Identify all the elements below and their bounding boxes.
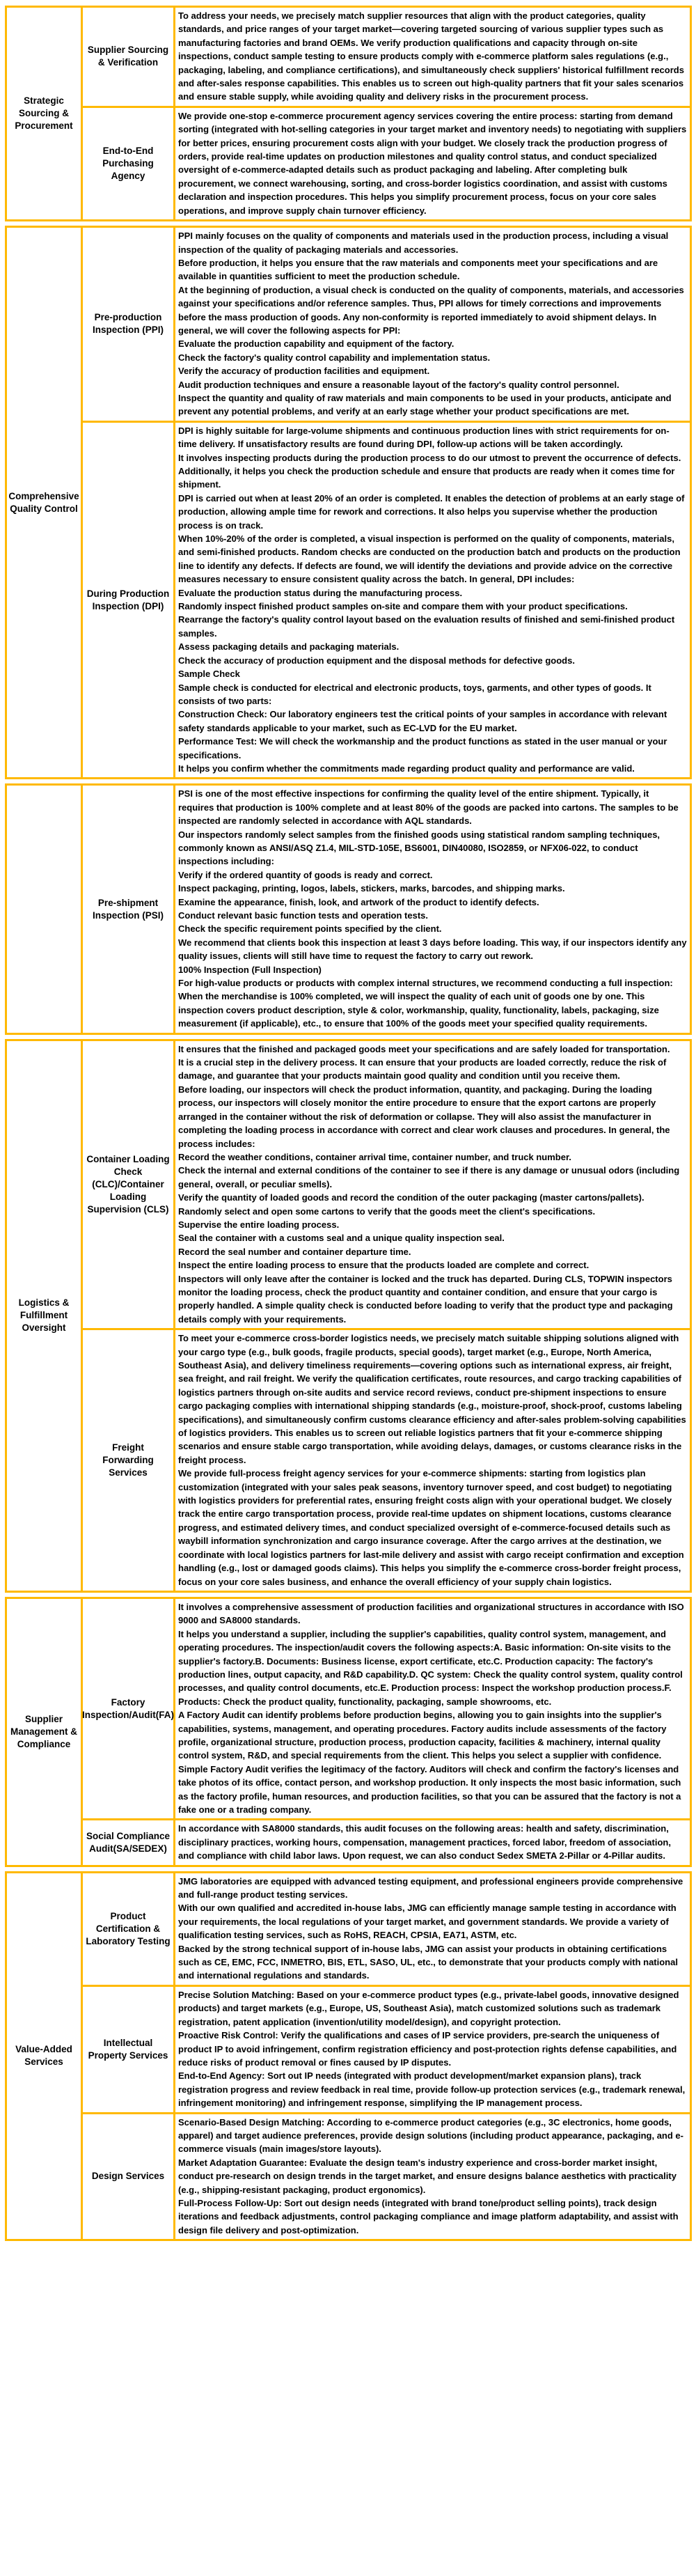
description-paragraph: Backed by the strong technical support of in-house labs, JMG can assist your products in obtaining certifications such as CE, EMC, FCC, INMETRO, BIS, ETL, SASO, UL, etc., to demonstrate that your products comply with national and international regulations and standards.	[178, 1943, 678, 1981]
category-cell: Strategic Sourcing & Procurement	[7, 8, 81, 219]
description-paragraph: Scenario-Based Design Matching: According to e-commerce product categories (e.g., 3C electronics, home goods, apparel) and target audience preferences, provide design solutions (including product appearance, packaging, and e-commerce visuals (main images/store layouts).	[178, 2116, 683, 2155]
description-paragraph: JMG laboratories are equipped with advanced testing equipment, and professional engineers provide comprehensive and full-range product testing services.	[178, 1875, 683, 1900]
description-paragraph: Before loading, our inspectors will check the product information, quantity, and packaging. During the loading process, our inspectors will closely monitor the entire procedure to ensure that the export cartons are properly arranged in the container without the risk of deformation or collapse. They will also assist the manufacturer in completing the loading process in accordance with correct and clear work clauses and procedures. In general, the process includes:	[178, 1084, 670, 1149]
description-paragraph: Inspect the entire loading process to ensure that the products loaded are complete and correct.	[178, 1260, 590, 1271]
service-name-cell: Freight Forwarding Services	[83, 1330, 173, 1591]
description-paragraph: It helps you understand a supplier, including the supplier's capabilities, quality control system, management, and operating procedures. The inspection/audit covers the following aspects:A. Basic information: On-site visits to the supplier's factory.B. Documents: Business license, export certificate, etc.C. Production capacity: The factory's production lines, output capacity, and R&D capability.D. QC system: Check the quality control system, quality control processes, and quality control documents, etc.E. Production process: Inspect the workshop production process.F. Products: Check the product quality, functionality, packaging, sample showrooms, etc.	[178, 1628, 683, 1707]
category-cell: Comprehensive Quality Control	[7, 228, 81, 777]
description-paragraph: Randomly inspect finished product samples on-site and compare them with your product specifications.	[178, 601, 628, 612]
description-paragraph: Verify the accuracy of production facilities and equipment.	[178, 366, 430, 377]
description-paragraph: Full-Process Follow-Up: Sort out design needs (integrated with brand tone/product selling points), track design iterations and feedback adjustments, control packaging compliance and image platform adaptability, and assist with design file delivery and post-optimization.	[178, 2197, 679, 2235]
description-paragraph: Record the weather conditions, container arrival time, container number, and truck number.	[178, 1151, 571, 1162]
description-paragraph: Check the accuracy of production equipment and the disposal methods for defective goods.	[178, 655, 575, 666]
description-paragraph: Supervise the entire loading process.	[178, 1219, 340, 1230]
description-paragraph: Simple Factory Audit verifies the legitimacy of the factory. Auditors will check and confirm the factory's licenses and take photos of its office, contact person, and workshop production. It only inspects the most basic information, such as the factory profile, human resources, and production facilities, so that you can be assured that the factory is not a fake one or a trading company.	[178, 1763, 681, 1815]
service-description-cell	[175, 1987, 690, 2112]
description-paragraph: Market Adaptation Guarantee: Evaluate the design team's industry experience and cross-border market insight, conduct pre-research on design trends in the target market, and ensure designs balance aesthetics with practicality (e.g., shipping-resistant packaging, product ergonomics).	[178, 2157, 677, 2195]
service-description-cell	[175, 108, 690, 219]
description-paragraph: DPI is highly suitable for large-volume shipments and continuous production lines with strict requirements for on-time delivery. If unsatisfactory results are found during DPI, follow-up actions will be taken accordingly.	[178, 425, 670, 450]
description-paragraph: Evaluate the production capability and equipment of the factory.	[178, 338, 454, 350]
description-paragraph: Randomly select and open some cartons to verify that the goods meet the client's specifications.	[178, 1205, 596, 1217]
description-paragraph: It ensures that the finished and packaged goods meet your specifications and are safely loaded for transportation.	[178, 1043, 670, 1054]
description-paragraph: Precise Solution Matching: Based on your e-commerce product types (e.g., private-label goods, innovative designed products) and target markets (e.g., Europe, US, Southeast Asia), match customized solutions such as trademark registration, patent application (invention/utility model/design), and copyright protection.	[178, 1989, 679, 2027]
service-section	[5, 1871, 692, 2242]
description-paragraph: It involves inspecting products during the production process to do our utmost to prevent the occurrence of defects. Additionally, it helps you check the production schedule and ensure that products are ready when it comes time for shipment.	[178, 452, 681, 490]
description-paragraph: Construction Check: Our laboratory engineers test the critical points of your samples in accordance with relevant safety standards applicable to your market, such as EC-LVD for the EU market.	[178, 709, 667, 733]
service-name-cell: Pre-production Inspection (PPI)	[83, 228, 173, 421]
description-paragraph: A Factory Audit can identify problems before production begins, allowing you to gain insights into the supplier's capabilities, systems, management, and operating procedures. Factory audits include assessments of the factory profile, organizational structure, production process, production capacity, facilities & machinery, internal quality control system, R&D, and special requirements from the client. This helps you select a supplier with confidence.	[178, 1710, 667, 1761]
description-paragraph: We provide one-stop e-commerce procurement agency services covering the entire process: starting from demand sorting (integrated with hot-selling categories in your target market and inventory needs) to negotiating with suppliers for better prices, ensuring procurement costs align with your budget. We closely track the production progress of orders, provide real-time updates on production milestones and quality control status, and conduct specialized oversight of e-commerce-adapted details such as product packaging and labeling. After completing bulk procurement, we connect warehousing, sorting, and cross-border logistics coordination, and assist with customs declaration and inspection procedures. This helps you simplify procurement process, focus on your core sales operations, and improve supply chain turnover efficiency.	[178, 110, 687, 216]
description-paragraph: When 10%-20% of the order is completed, a visual inspection is performed on the quality of components, materials, and semi-finished products. Random checks are conducted on the production batch and products on the production line to identify any defects. If defects are found, we will identify the deviations and provide advice on the corrective measures necessary to ensure consistent quality across the batch. In general, DPI includes:	[178, 533, 681, 585]
description-paragraph: To meet your e-commerce cross-border logistics needs, we precisely match suitable shipping solutions aligned with your cargo type (e.g., bulk goods, fragile products, special goods), target market (e.g., Europe, North America, Southeast Asia), and delivery timeliness requirements—covering options such as international express, air freight, sea freight, and rail freight. We verify the qualification certificates, route resources, and cargo tracking capabilities of logistics partners through on-site audits and service record reviews, conduct pre-shipment inspections to ensure cargo packaging complies with international shipping standards (e.g., moisture-proof, shock-proof, customs labeling specifications), and simultaneously confirm customs clearance efficiency and after-sales problem-solving capabilities of logistics providers. This enables us to screen out reliable logistics partners that fit your e-commerce shipping scenarios and ensure stable cargo transportation, while avoiding delays, damages, or customs clearance risks in the freight process.	[178, 1333, 686, 1465]
description-paragraph: DPI is carried out when at least 20% of an order is completed. It enables the detection of problems at an early stage of production, allowing ample time for rework and corrections. It also helps you supervise whether the production process is on track.	[178, 492, 685, 531]
service-description-cell	[175, 1330, 690, 1591]
description-paragraph: It is a crucial step in the delivery process. It can ensure that your products are loaded correctly, reduce the risk of damage, and guarantee that your products maintain good quality and condition until you receive them.	[178, 1057, 667, 1082]
service-description-cell	[175, 1873, 690, 1985]
service-name-cell: Social Compliance Audit(SA/SEDEX)	[83, 1820, 173, 1864]
description-paragraph: We provide full-process freight agency services for your e-commerce shipments: starting from logistics plan customization (integrated with your sales peak seasons, inventory turnover speed, and cost budget) to negotiating with logistics providers for preferential rates, ensuring freight costs align with your operational budget. We closely track the entire cargo transportation process, provide real-time updates on shipment locations, customs clearance progress, and estimated delivery times, and conduct specialized oversight of e-commerce-focused details such as waybill information synchronization and cargo insurance coverage. After the cargo arrives at the destination, we coordinate with local logistics partners for last-mile delivery and assist with cargo receipt confirmation and exception handling (e.g., lost or damaged goods claims). This helps you simplify the e-commerce cross-border freight process, focus on your core sales business, and enhance the overall efficiency of your supply chain logistics.	[178, 1468, 684, 1587]
description-paragraph: Inspectors will only leave after the container is locked and the truck has departed. During CLS, TOPWIN inspectors monitor the loading process, check the product quantity and container condition, and ensure that your cargo is properly handled. A simple quality check is conducted before loading to verify that the product type and packaging details comply with your requirements.	[178, 1273, 673, 1325]
description-paragraph: Check the internal and external conditions of the container to see if there is any damage or unusual odors (including general, overall, or peculiar smells).	[178, 1165, 680, 1189]
service-description-cell	[175, 8, 690, 106]
service-section	[5, 226, 692, 779]
service-section	[5, 1039, 692, 1593]
description-paragraph: At the beginning of production, a visual check is conducted on the quality of components, materials, and accessories against your specifications and/or reference samples. Thus, PPI allows for timely corrections and improvements before the mass production of goods. Any non-conformity is reported immediately to avoid shipment delays. In general, we will cover the following aspects for PPI:	[178, 284, 684, 336]
service-name-cell: Factory Inspection/Audit(FA)	[83, 1599, 173, 1819]
description-paragraph: Verify the quantity of loaded goods and record the condition of the outer packaging (master cartons/pallets).	[178, 1192, 644, 1203]
service-section	[5, 1597, 692, 1867]
description-paragraph: We recommend that clients book this inspection at least 3 days before loading. This way, if our inspectors identify any quality issues, clients will still have time to request the factory to carry out rework.	[178, 937, 687, 962]
description-paragraph: Inspect the quantity and quality of raw materials and main components to be used in your products, anticipate and prevent any potential problems, and verify at an early stage whether your product specifications are met.	[178, 392, 672, 417]
description-paragraph: Record the seal number and container departure time.	[178, 1246, 411, 1257]
category-cell: Value-Added Services	[7, 1873, 81, 2240]
service-section	[5, 6, 692, 221]
description-paragraph: It involves a comprehensive assessment of production facilities and organizational structures in accordance with ISO 9000 and SA8000 standards.	[178, 1601, 684, 1626]
description-paragraph: Examine the appearance, finish, look, and artwork of the product to identify defects.	[178, 896, 539, 907]
description-paragraph: Evaluate the production status during the manufacturing process.	[178, 587, 463, 598]
service-name-cell: Supplier Sourcing & Verification	[83, 8, 173, 106]
service-description-cell	[175, 1041, 690, 1329]
description-paragraph: End-to-End Agency: Sort out IP needs (integrated with product development/market expansion plans), track registration progress and review feedback in real time, provide follow-up protection services (e.g., trademark renewal, infringement monitoring) and infringement response, simplifying the IP management process.	[178, 2070, 686, 2109]
description-paragraph: Rearrange the factory's quality control layout based on the evaluation results of finished and semi-finished product samples.	[178, 614, 675, 639]
service-name-cell: Intellectual Property Services	[83, 1987, 173, 2112]
description-paragraph: Seal the container with a customs seal and a unique quality inspection seal.	[178, 1233, 505, 1244]
description-paragraph: Assess packaging details and packaging materials.	[178, 641, 400, 653]
description-paragraph: Check the factory's quality control capability and implementation status.	[178, 352, 491, 363]
description-paragraph: Check the specific requirement points specified by the client.	[178, 923, 442, 935]
service-description-cell	[175, 1599, 690, 1819]
description-paragraph: Our inspectors randomly select samples from the finished goods using statistical random sampling techniques, commonly known as ANSI/ASQ Z1.4, MIL-STD-105E, BS6001, DIN40080, ISO2859, or NFX06-022, to conduct inspections including:	[178, 829, 661, 867]
service-name-cell: Pre-shipment Inspection (PSI)	[83, 786, 173, 1032]
description-paragraph: In accordance with SA8000 standards, this audit focuses on the following areas: health and safety, discrimination, disciplinary practices, working hours, compensation, management practices, forced labor, freedom of association, and compliance with child labor laws. Upon request, we can also conduct Sedex SMETA 2-Pillar or 4-Pillar audits.	[178, 1823, 671, 1861]
service-description-cell	[175, 786, 690, 1032]
description-paragraph: Inspect packaging, printing, logos, labels, stickers, marks, barcodes, and shipping marks.	[178, 883, 565, 894]
description-paragraph: It helps you confirm whether the commitments made regarding product quality and performance are valid.	[178, 763, 635, 774]
service-description-cell	[175, 1820, 690, 1864]
service-name-cell: Design Services	[83, 2114, 173, 2240]
service-description-cell	[175, 228, 690, 421]
description-paragraph: Sample Check	[178, 669, 240, 680]
description-paragraph: Before production, it helps you ensure that the raw materials and components meet your specifications and are available in quantities sufficient to meet the production schedule.	[178, 257, 658, 282]
service-name-cell: During Production Inspection (DPI)	[83, 423, 173, 778]
service-section	[5, 783, 692, 1034]
category-cell: Supplier Management & Compliance	[7, 1599, 81, 1865]
service-description-cell	[175, 423, 690, 778]
description-paragraph: Performance Test: We will check the workmanship and the product functions as stated in the user manual or your specifications.	[178, 736, 667, 760]
description-paragraph: With our own qualified and accredited in-house labs, JMG can efficiently manage sample testing in accordance with your requirements, the local regulations of your target market, and government standards. We provide a variety of qualification testing services, such as RoHS, REACH, CPSIA, EA71, ASTM, etc.	[178, 1903, 677, 1941]
description-paragraph: Verify if the ordered quantity of goods is ready and correct.	[178, 869, 433, 880]
service-name-cell: End-to-End Purchasing Agency	[83, 108, 173, 219]
description-paragraph: Conduct relevant basic function tests and operation tests.	[178, 910, 429, 921]
description-paragraph: Audit production techniques and ensure a reasonable layout of the factory's quality control personnel.	[178, 379, 619, 390]
description-paragraph: 100% Inspection (Full Inspection)	[178, 964, 322, 975]
description-paragraph: PSI is one of the most effective inspections for confirming the quality level of the entire shipment. Typically, it requires that production is 100% complete and at least 80% of the goods are packed into cartons. The samples to be inspected are randomly selected in accordance with AQL standards.	[178, 788, 679, 827]
description-paragraph: To address your needs, we precisely match supplier resources that align with the product categories, quality standards, and price ranges of your target market—covering targeted sourcing of various supplier types such as manufacturing factories and brand OEMs. We verify production qualifications and capacity through on-site inspections, conduct sample testing to ensure products comply with e-commerce platform sales regulations (e.g., packaging, labeling, and compliance certifications), and simultaneously check suppliers' historical fulfillment records and after-sales response capabilities. This enables us to screen out high-quality partners that fit your sales scenarios and ensure stable supply, while avoiding quality and delivery risks in the procurement process.	[178, 10, 684, 102]
category-cell	[7, 786, 81, 1032]
service-name-cell: Container Loading Check (CLC)/Container Loading Supervision (CLS)	[83, 1041, 173, 1329]
description-paragraph: Proactive Risk Control: Verify the qualifications and cases of IP service providers, pre-search the uniqueness of product IP to avoid infringement, confirm registration efficiency and post-protection rights defense capabilities, and reduce risks of product removal or fines caused by IP disputes.	[178, 2030, 677, 2068]
service-description-cell	[175, 2114, 690, 2240]
description-paragraph: Sample check is conducted for electrical and electronic products, toys, garments, and other types of goods. It consists of two parts:	[178, 682, 651, 706]
description-paragraph: PPI mainly focuses on the quality of components and materials used in the production process, including a visual inspection of the quality of packaging materials and accessories.	[178, 231, 669, 255]
description-paragraph: For high-value products or products with complex internal structures, we recommend conducting a full inspection: When the merchandise is 100% completed, we will inspect the quality of each unit of goods one by one. This inspection covers product description, style & color, workmanship, quality, functionality, labels, packaging, size measurement (if applicable), etc., to ensure that 100% of the goods meet your specified quality requirements.	[178, 978, 673, 1029]
category-cell: Logistics & Fulfillment Oversight	[7, 1041, 81, 1591]
service-name-cell: Product Certification & Laboratory Testing	[83, 1873, 173, 1985]
